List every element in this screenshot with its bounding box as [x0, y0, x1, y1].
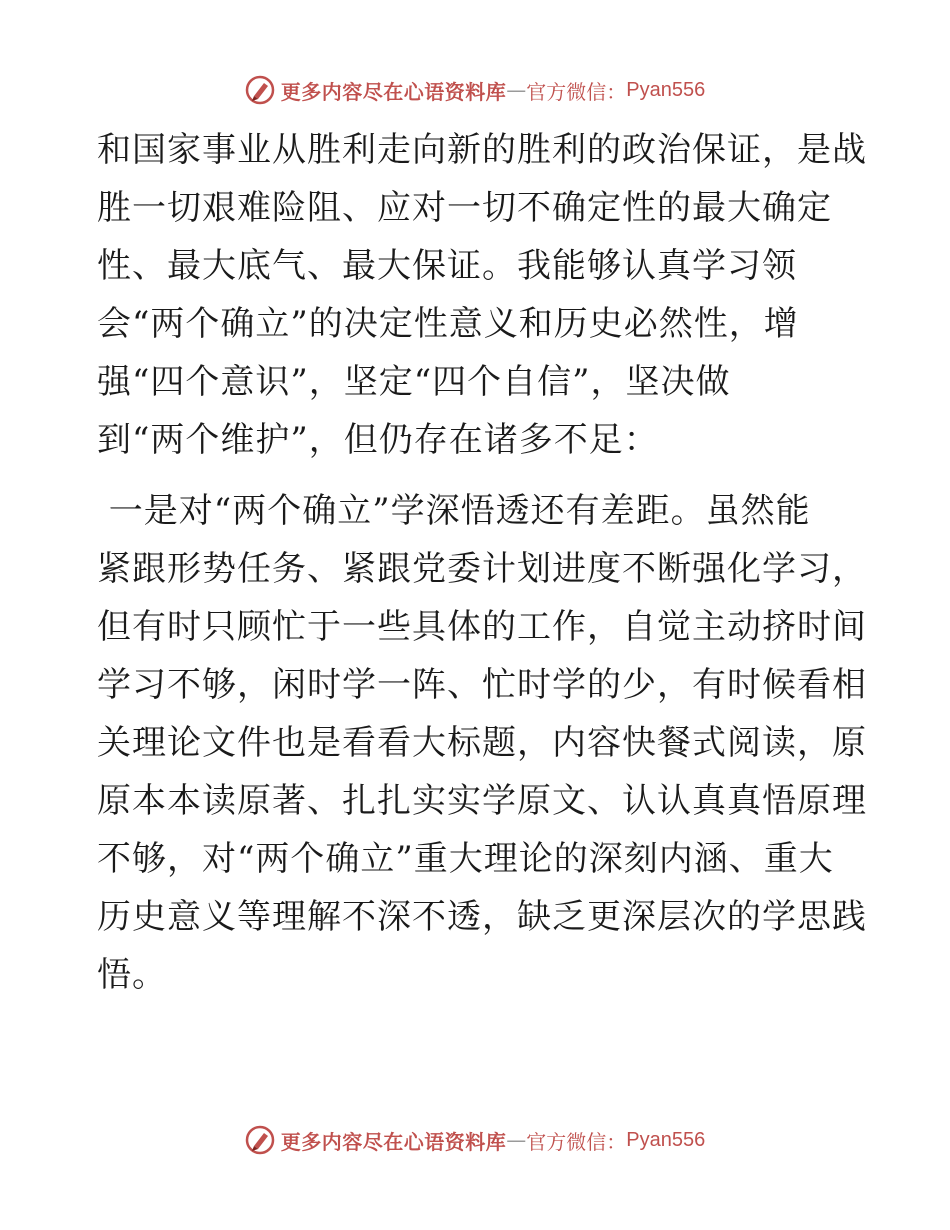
watermark-wechat-id: Pyan556 — [626, 78, 706, 101]
paragraph-2 — [97, 482, 867, 1004]
text-line: 学习不够，闲时学一阵、忙时学的少，有时候看相 — [97, 665, 867, 705]
text-line: 一是对“两个确立”学深悟透还有差距。虽然能 — [97, 491, 811, 531]
text-line: 胜一切艰难险阻、应对一切不确定性的最大确定 — [97, 188, 832, 228]
pen-logo-icon — [245, 75, 275, 105]
watermark-brand: 更多内容尽在心语资料库 — [280, 1129, 507, 1154]
text-line: 到“两个维护”，但仍存在诸多不足： — [97, 420, 659, 460]
watermark-separator: — — [506, 1128, 527, 1152]
text-line: 历史意义等理解不深不透，缺乏更深层次的学思践 — [97, 897, 867, 937]
pen-logo-icon — [245, 1125, 275, 1155]
text-line: 性、最大底气、最大保证。我能够认真学习领 — [97, 246, 797, 286]
text-line: 和国家事业从胜利走向新的胜利的政治保证，是战 — [97, 130, 867, 170]
paragraph-1 — [97, 121, 867, 469]
header-watermark — [0, 70, 950, 110]
watermark-wechat-label: 官方微信： — [526, 79, 627, 104]
paragraph-spacer — [97, 469, 867, 482]
text-line: 紧跟形势任务、紧跟党委计划进度不断强化学习， — [97, 549, 867, 589]
text-line: 会“两个确立”的决定性意义和历史必然性，增 — [97, 304, 799, 344]
text-line: 原本本读原著、扎扎实实学原文、认认真真悟原理 — [97, 781, 867, 821]
watermark-brand: 更多内容尽在心语资料库 — [280, 79, 507, 104]
document-body — [97, 121, 867, 1004]
watermark-separator: — — [506, 78, 527, 102]
footer-watermark — [0, 1120, 950, 1160]
watermark-wechat-label: 官方微信： — [526, 1129, 627, 1154]
text-line: 强“四个意识”，坚定“四个自信”，坚决做 — [97, 362, 731, 402]
text-line: 悟。 — [97, 955, 167, 995]
text-line: 不够，对“两个确立”重大理论的深刻内涵、重大 — [97, 839, 834, 879]
watermark-wechat-id: Pyan556 — [626, 1128, 706, 1151]
text-line: 但有时只顾忙于一些具体的工作，自觉主动挤时间 — [97, 607, 867, 647]
text-line: 关理论文件也是看看大标题，内容快餐式阅读，原 — [97, 723, 867, 763]
